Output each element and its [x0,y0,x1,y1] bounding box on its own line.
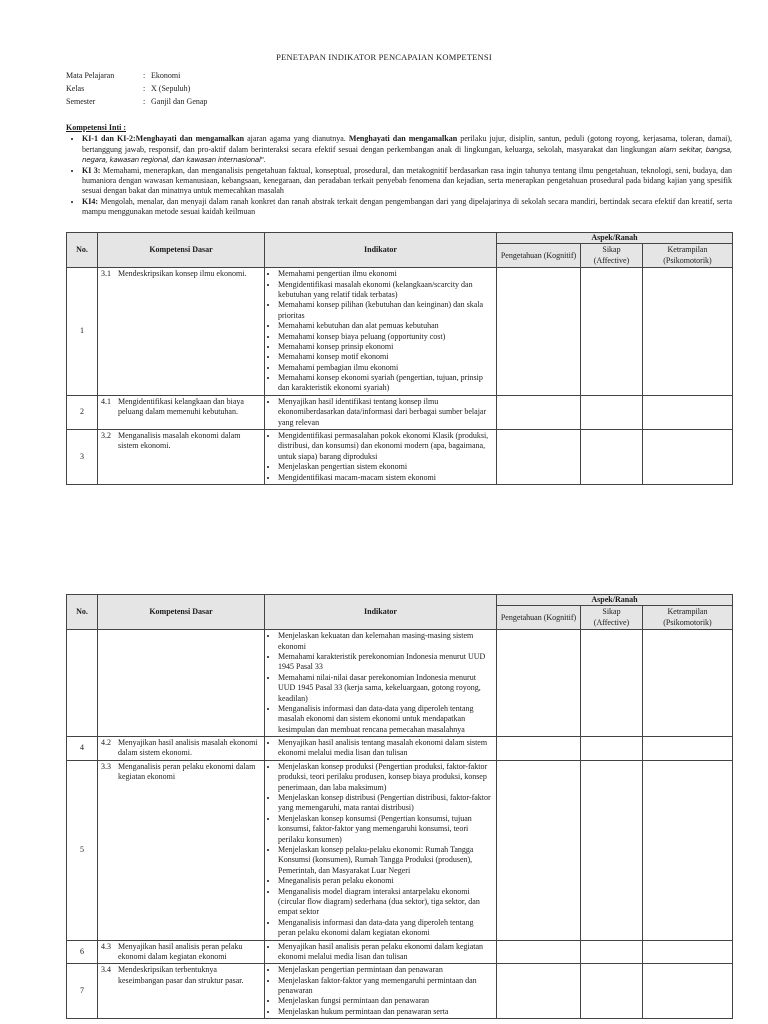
kompetensi-dasar [101,965,261,986]
indikator-item: • Memahami konsep prinsip ekonomi [278,342,493,352]
kompetensi-dasar-cell [98,737,265,761]
indikator-item: • Memahami konsep motif ekonomi [278,352,493,362]
indikator-cell [265,964,497,1019]
indikator-item: • Menyajikan hasil identifikasi tentang konsep ilmu ekonomiberdasarkan data/informasi dari berbagai sumber belajar yang relevan [278,397,493,428]
ki-lead: KI-1 dan KI-2:Menghayati dan mengamalkan [82,134,245,144]
sikap-cell [581,430,643,485]
kd-number: 4.3 [101,941,111,951]
kd-text: Menganalisis masalah ekonomi dalam sistem ekonomi. [118,431,241,451]
indikator-item: • Memahami konsep biaya peluang (opportunity cost) [278,332,493,342]
row-number: 5 [67,760,98,940]
row-number [67,630,98,737]
indikator-cell [265,940,497,964]
meta-label: Mata Pelajaran [66,71,115,80]
indikator-item: • Menjelaskan konsep konsumsi (Pengertian konsumsi, tujuan konsumsi, faktor-faktor yang memengaruhi konsumsi, teori perilaku konsumen) [278,814,493,845]
kompetensi-inti-heading: Kompetensi Inti : [66,123,126,132]
pengetahuan-cell [497,630,581,737]
table-row [67,964,733,1019]
indikator-cell [265,760,497,940]
indikator-list [268,269,493,394]
indikator-list [268,942,493,963]
kd-number: 3.1 [101,269,111,279]
kd-number: 4.1 [101,396,111,406]
table-row [67,268,733,396]
kompetensi-dasar-cell [98,395,265,429]
kompetensi-dasar [101,431,261,452]
meta-value: Ekonomi [151,71,181,80]
indikator-cell [265,268,497,396]
indikator-item: • Memahami pembagian ilmu ekonomi [278,363,493,373]
meta-value: Ganjil dan Genap [151,97,208,106]
ki-text: ajaran agama yang dianutnya. [244,134,349,144]
indicator-table-1 [66,232,733,485]
table-row [67,630,733,737]
kd-number: 4.2 [101,738,111,748]
kd-text: Mendeskripsikan terbentuknya keseimbangan pasar dan struktur pasar. [118,965,244,985]
pengetahuan-cell [497,964,581,1019]
sikap-cell [581,760,643,940]
header-indikator: Indikator [265,233,497,268]
header-no: No. [67,595,98,630]
indikator-item: • Menyajikan hasil analisis tentang masalah ekonomi dalam sistem ekonomi melalui media lisan dan tulisan [278,738,493,759]
ki-lead: KI4: [82,196,98,206]
kompetensi-dasar-cell [98,268,265,396]
sikap-cell [581,940,643,964]
meta-row-subject [66,71,207,84]
ki-bold: Menghayati dan mengamalkan [348,134,458,144]
indikator-item: • Menjelaskan konsep produksi (Pengertian produksi, faktor-faktor produksi, teori perilaku produsen, konsep biaya produksi, konsep penerimaan, dan laba maksimum) [278,762,493,793]
kompetensi-inti-section [66,123,732,218]
header-sikap: Sikap (Affective) [581,606,643,630]
table-row [67,737,733,761]
indikator-item: • Menjelaskan konsep pelaku-pelaku ekonomi: Rumah Tangga Konsumsi (konsumen), Rumah Tangga Produksi (produsen), Pemerintah, dan Masyarakat Luar Negeri [278,845,493,876]
row-number: 4 [67,737,98,761]
pengetahuan-cell [497,737,581,761]
header-kompetensi-dasar: Kompetensi Dasar [98,233,265,268]
ki-item [82,166,732,197]
kompetensi-dasar-cell [98,430,265,485]
sikap-cell [581,964,643,1019]
table-row [67,760,733,940]
table-row [67,940,733,964]
sikap-cell [581,630,643,737]
kompetensi-dasar [101,269,261,279]
indikator-item: • Mengidentifikasi macam-macam sistem ekonomi [278,473,493,483]
indikator-item: • Menganalisis informasi dan data-data yang diperoleh tentang masalah ekonomi dan sistem ekonomi untuk mendapatkan kesimpulan dan membuat rencana pemecahan masalahnya [278,704,493,735]
meta-separator: : [143,97,146,106]
header-aspek-ranah: Aspek/Ranah [497,595,733,606]
keterampilan-cell [643,268,733,396]
meta-label: Kelas [66,84,85,93]
header-indikator: Indikator [265,595,497,630]
indikator-list [268,762,493,939]
header-no: No. [67,233,98,268]
table-row [67,430,733,485]
meta-row-class [66,84,207,97]
kd-text: Mendeskripsikan konsep ilmu ekonomi. [118,269,247,279]
keterampilan-cell [643,964,733,1019]
header-keterampilan: Ketrampilan (Psikomotorik) [643,244,733,268]
indikator-cell [265,395,497,429]
indikator-list [268,631,493,735]
ki-handwritten-text: alam sekitar, bangsa, negara, kawasan regional, dan kawasan internasional". [82,144,732,165]
indikator-item: • Memahami pengertian ilmu ekonomi [278,269,493,279]
pengetahuan-cell [497,940,581,964]
keterampilan-cell [643,737,733,761]
indikator-item: • Menganalisis informasi dan data-data yang diperoleh tentang peran pelaku ekonomi dalam kegiatan ekonomi [278,918,493,939]
indikator-list [268,431,493,483]
indikator-item: • Menjelaskan hukum permintaan dan penawaran serta [278,1007,493,1017]
pengetahuan-cell [497,395,581,429]
indikator-item: • Memahami kebutuhan dan alat pemuas kebutuhan [278,321,493,331]
row-number: 6 [67,940,98,964]
meta-value: X (Sepuluh) [151,84,191,93]
indikator-item: • Memahami konsep pilihan (kebutuhan dan keinginan) dan skala prioritas [278,300,493,321]
sikap-cell [581,395,643,429]
indikator-item: • Menyajikan hasil analisis peran pelaku ekonomi dalam kegiatan ekonomi melalui media lisan dan tulisan [278,942,493,963]
indikator-item: • Mengidentifikasi permasalahan pokok ekonomi Klasik (produksi, distribusi, dan konsumsi) dan ekonomi modern (apa, bagaimana, untuk siapa) barang diproduksi [278,431,493,462]
header-sikap: Sikap (Affective) [581,244,643,268]
kompetensi-dasar-cell [98,940,265,964]
header-pengetahuan: Pengetahuan (Kognitif) [497,244,581,268]
kd-text: Menganalisis peran pelaku ekonomi dalam kegiatan ekonomi [118,761,256,782]
kd-number: 3.4 [101,965,111,975]
keterampilan-cell [643,630,733,737]
indicator-table-2 [66,594,733,1019]
row-number: 1 [67,268,98,396]
kd-text: Menyajikan hasil analisis masalah ekonomi dalam sistem ekonomi. [118,738,258,758]
kompetensi-inti-list [66,134,732,217]
keterampilan-cell [643,430,733,485]
ki-text: perilaku jujur, disiplin, santun, peduli (gotong royong, kerjasama, toleran, damai), bertanggung jawab, responsif, dan pro-aktif dalam berinteraksi secara efektif sesuai dengan perkembangan anak di lingkungan, keluarga, sekolah, masyarakat dan lingkungan [82,134,733,154]
indikator-list [268,965,493,1017]
ki-item [82,197,732,218]
table-row [67,395,733,429]
kompetensi-dasar-cell [98,964,265,1019]
indikator-item: • Memahami karakteristik perekonomian Indonesia menurut UUD 1945 Pasal 33 [278,652,493,673]
ki-item [82,134,732,165]
sikap-cell [581,268,643,396]
meta-label: Semester [66,97,96,106]
kompetensi-dasar [101,762,261,783]
kd-text: Mengidentifikasi kelangkaan dan biaya peluang dalam memenuhi kebutuhan. [118,396,244,417]
pengetahuan-cell [497,760,581,940]
pengetahuan-cell [497,268,581,396]
indikator-list [268,738,493,759]
keterampilan-cell [643,395,733,429]
indikator-item: • Menjelaskan kekuatan dan kelemahan masing-masing sistem ekonomi [278,631,493,652]
header-aspek-ranah: Aspek/Ranah [497,233,733,244]
indikator-item: • Memahami nilai-nilai dasar perekonomian Indonesia menurut UUD 1945 Pasal 33 (kerja sama, kekeluargaan, gotong royong, keadilan) [278,673,493,704]
indikator-item: • Menjelaskan faktor-faktor yang memengaruhi permintaan dan penawaran [278,976,493,997]
header-keterampilan: Ketrampilan (Psikomotorik) [643,606,733,630]
indikator-list [268,397,493,428]
indikator-item: • Mengidentifikasi masalah ekonomi (kelangkaan/scarcity dan kebutuhan yang relatif tidak terbatas) [278,280,493,301]
indikator-cell [265,430,497,485]
meta-row-semester [66,97,207,110]
indikator-item: • Menjelaskan konsep distribusi (Pengertian distribusi, faktor-faktor yang memengaruhi, mata rantai distribusi) [278,793,493,814]
kompetensi-dasar [101,738,261,759]
meta-separator: : [143,71,146,80]
kompetensi-dasar [101,397,261,418]
indikator-item: • Menjelaskan pengertian permintaan dan penawaran [278,965,493,975]
indikator-item: • Menjelaskan fungsi permintaan dan penawaran [278,996,493,1006]
keterampilan-cell [643,760,733,940]
ki-lead: KI 3: [82,165,101,175]
kompetensi-dasar-cell [98,630,265,737]
header-kompetensi-dasar: Kompetensi Dasar [98,595,265,630]
indikator-item: • Menjelaskan pengertian sistem ekonomi [278,462,493,472]
indikator-cell [265,630,497,737]
kompetensi-dasar-cell [98,760,265,940]
kd-text: Menyajikan hasil analisis peran pelaku ekonomi dalam kegiatan ekonomi [118,941,243,961]
keterampilan-cell [643,940,733,964]
kompetensi-dasar [101,942,261,963]
sikap-cell [581,737,643,761]
row-number: 2 [67,395,98,429]
header-pengetahuan: Pengetahuan (Kognitif) [497,606,581,630]
indikator-cell [265,737,497,761]
meta-separator: : [143,84,146,93]
document-title: PENETAPAN INDIKATOR PENCAPAIAN KOMPETENSI [276,52,492,62]
indikator-item: • Mneganalisis peran pelaku ekonomi [278,876,493,886]
kd-number: 3.2 [101,431,111,441]
indikator-item: • Memahami konsep ekonomi syariah (pengertian, tujuan, prinsip dan karakteristik ekonomi syariah) [278,373,493,394]
row-number: 3 [67,430,98,485]
ki-text: Mengolah, menalar, dan menyaji dalam ranah konkret dan ranah abstrak terkait dengan pengembangan dari yang dipelajarinya di sekolah secara mandiri, bertindak secara efektif dan kreatif, serta mampu menggunakan metode sesuai kaidah keilmuan [82,196,732,217]
row-number: 7 [67,964,98,1019]
subject-meta [66,71,207,110]
pengetahuan-cell [497,430,581,485]
kd-number: 3.3 [101,761,111,771]
indikator-item: • Menganalisis model diagram interaksi antarpelaku ekonomi (circular flow diagram) sederhana (dua sektor), tiga sektor, dan empat sektor [278,887,493,918]
ki-text: Memahami, menerapkan, dan menganalisis pengetahuan faktual, konseptual, prosedural, dan metakognitif berdasarkan rasa ingin tahunya tentang ilmu pengetahuan, teknologi, seni, budaya, dan humaniora dengan wawasan kemanusiaan, kebangsaan, kenegaraan, dan peradaban terkait penyebab fenomena dan kejadian, serta menerapkan pengetahuan prosedural pada bidang kajian yang spesifik sesuai dengan bakat dan minatnya untuk memecahkan masalah [82,165,732,196]
